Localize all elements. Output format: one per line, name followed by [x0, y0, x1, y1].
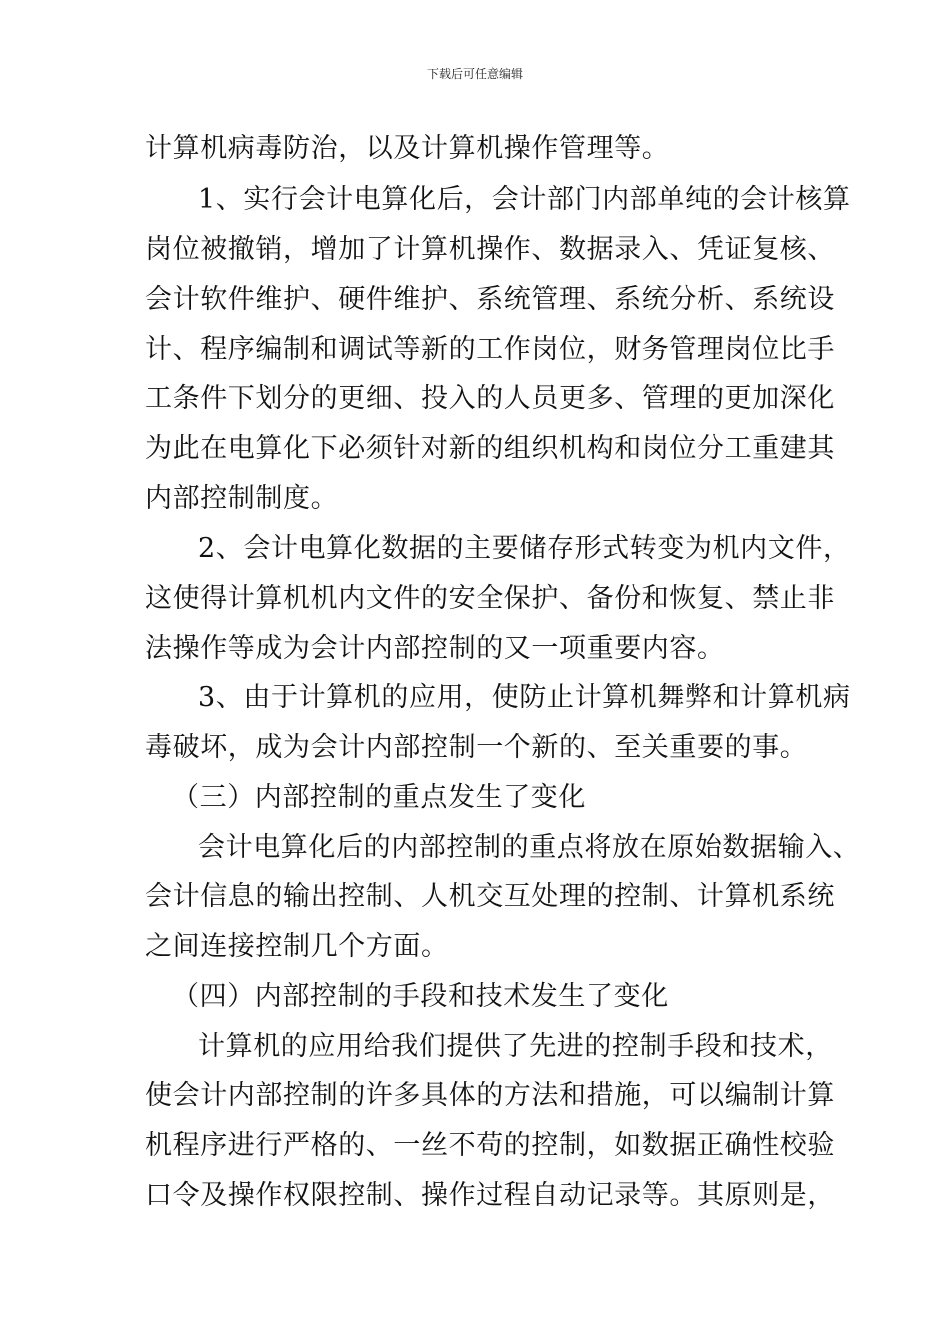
body-line: 内部控制制度。 [145, 483, 339, 514]
body-line: 会计软件维护、硬件维护、系统管理、系统分析、系统设 [145, 284, 835, 315]
body-line: 机程序进行严格的、一丝不苟的控制，如数据正确性校验 [145, 1130, 835, 1161]
body-line: 使会计内部控制的许多具体的方法和措施，可以编制计算 [145, 1080, 835, 1111]
body-line: 会计信息的输出控制、人机交互处理的控制、计算机系统 [145, 881, 835, 912]
body-line: 计算机病毒防治，以及计算机操作管理等。 [145, 133, 670, 164]
body-line: 计、程序编制和调试等新的工作岗位，财务管理岗位比手 [145, 334, 835, 365]
body-line: 3、由于计算机的应用，使防止计算机舞弊和计算机病 [198, 682, 851, 713]
body-line: 会计电算化后的内部控制的重点将放在原始数据输入、 [198, 832, 861, 863]
body-line: 工条件下划分的更细、投入的人员更多、管理的更加深化 [145, 383, 835, 414]
body-line: 法操作等成为会计内部控制的又一项重要内容。 [145, 633, 725, 664]
page-header: 下载后可任意编辑 [426, 67, 523, 81]
section-heading: （三）内部控制的重点发生了变化 [172, 782, 586, 813]
body-line: 岗位被撤销，增加了计算机操作、数据录入、凭证复核、 [145, 234, 835, 265]
body-line: 1、实行会计电算化后，会计部门内部单纯的会计核算 [198, 184, 851, 215]
body-line: 之间连接控制几个方面。 [145, 931, 449, 962]
body-line: 2、会计电算化数据的主要储存形式转变为机内文件， [198, 533, 851, 564]
body-line: 计算机的应用给我们提供了先进的控制手段和技术， [198, 1031, 833, 1062]
body-line: 口令及操作权限控制、操作过程自动记录等。其原则是， [145, 1180, 835, 1211]
body-line: 为此在电算化下必须针对新的组织机构和岗位分工重建其 [145, 433, 835, 464]
section-heading: （四）内部控制的手段和技术发生了变化 [172, 981, 669, 1012]
body-line: 这使得计算机机内文件的安全保护、备份和恢复、禁止非 [145, 583, 835, 614]
body-line: 毒破坏，成为会计内部控制一个新的、至关重要的事。 [145, 732, 808, 763]
